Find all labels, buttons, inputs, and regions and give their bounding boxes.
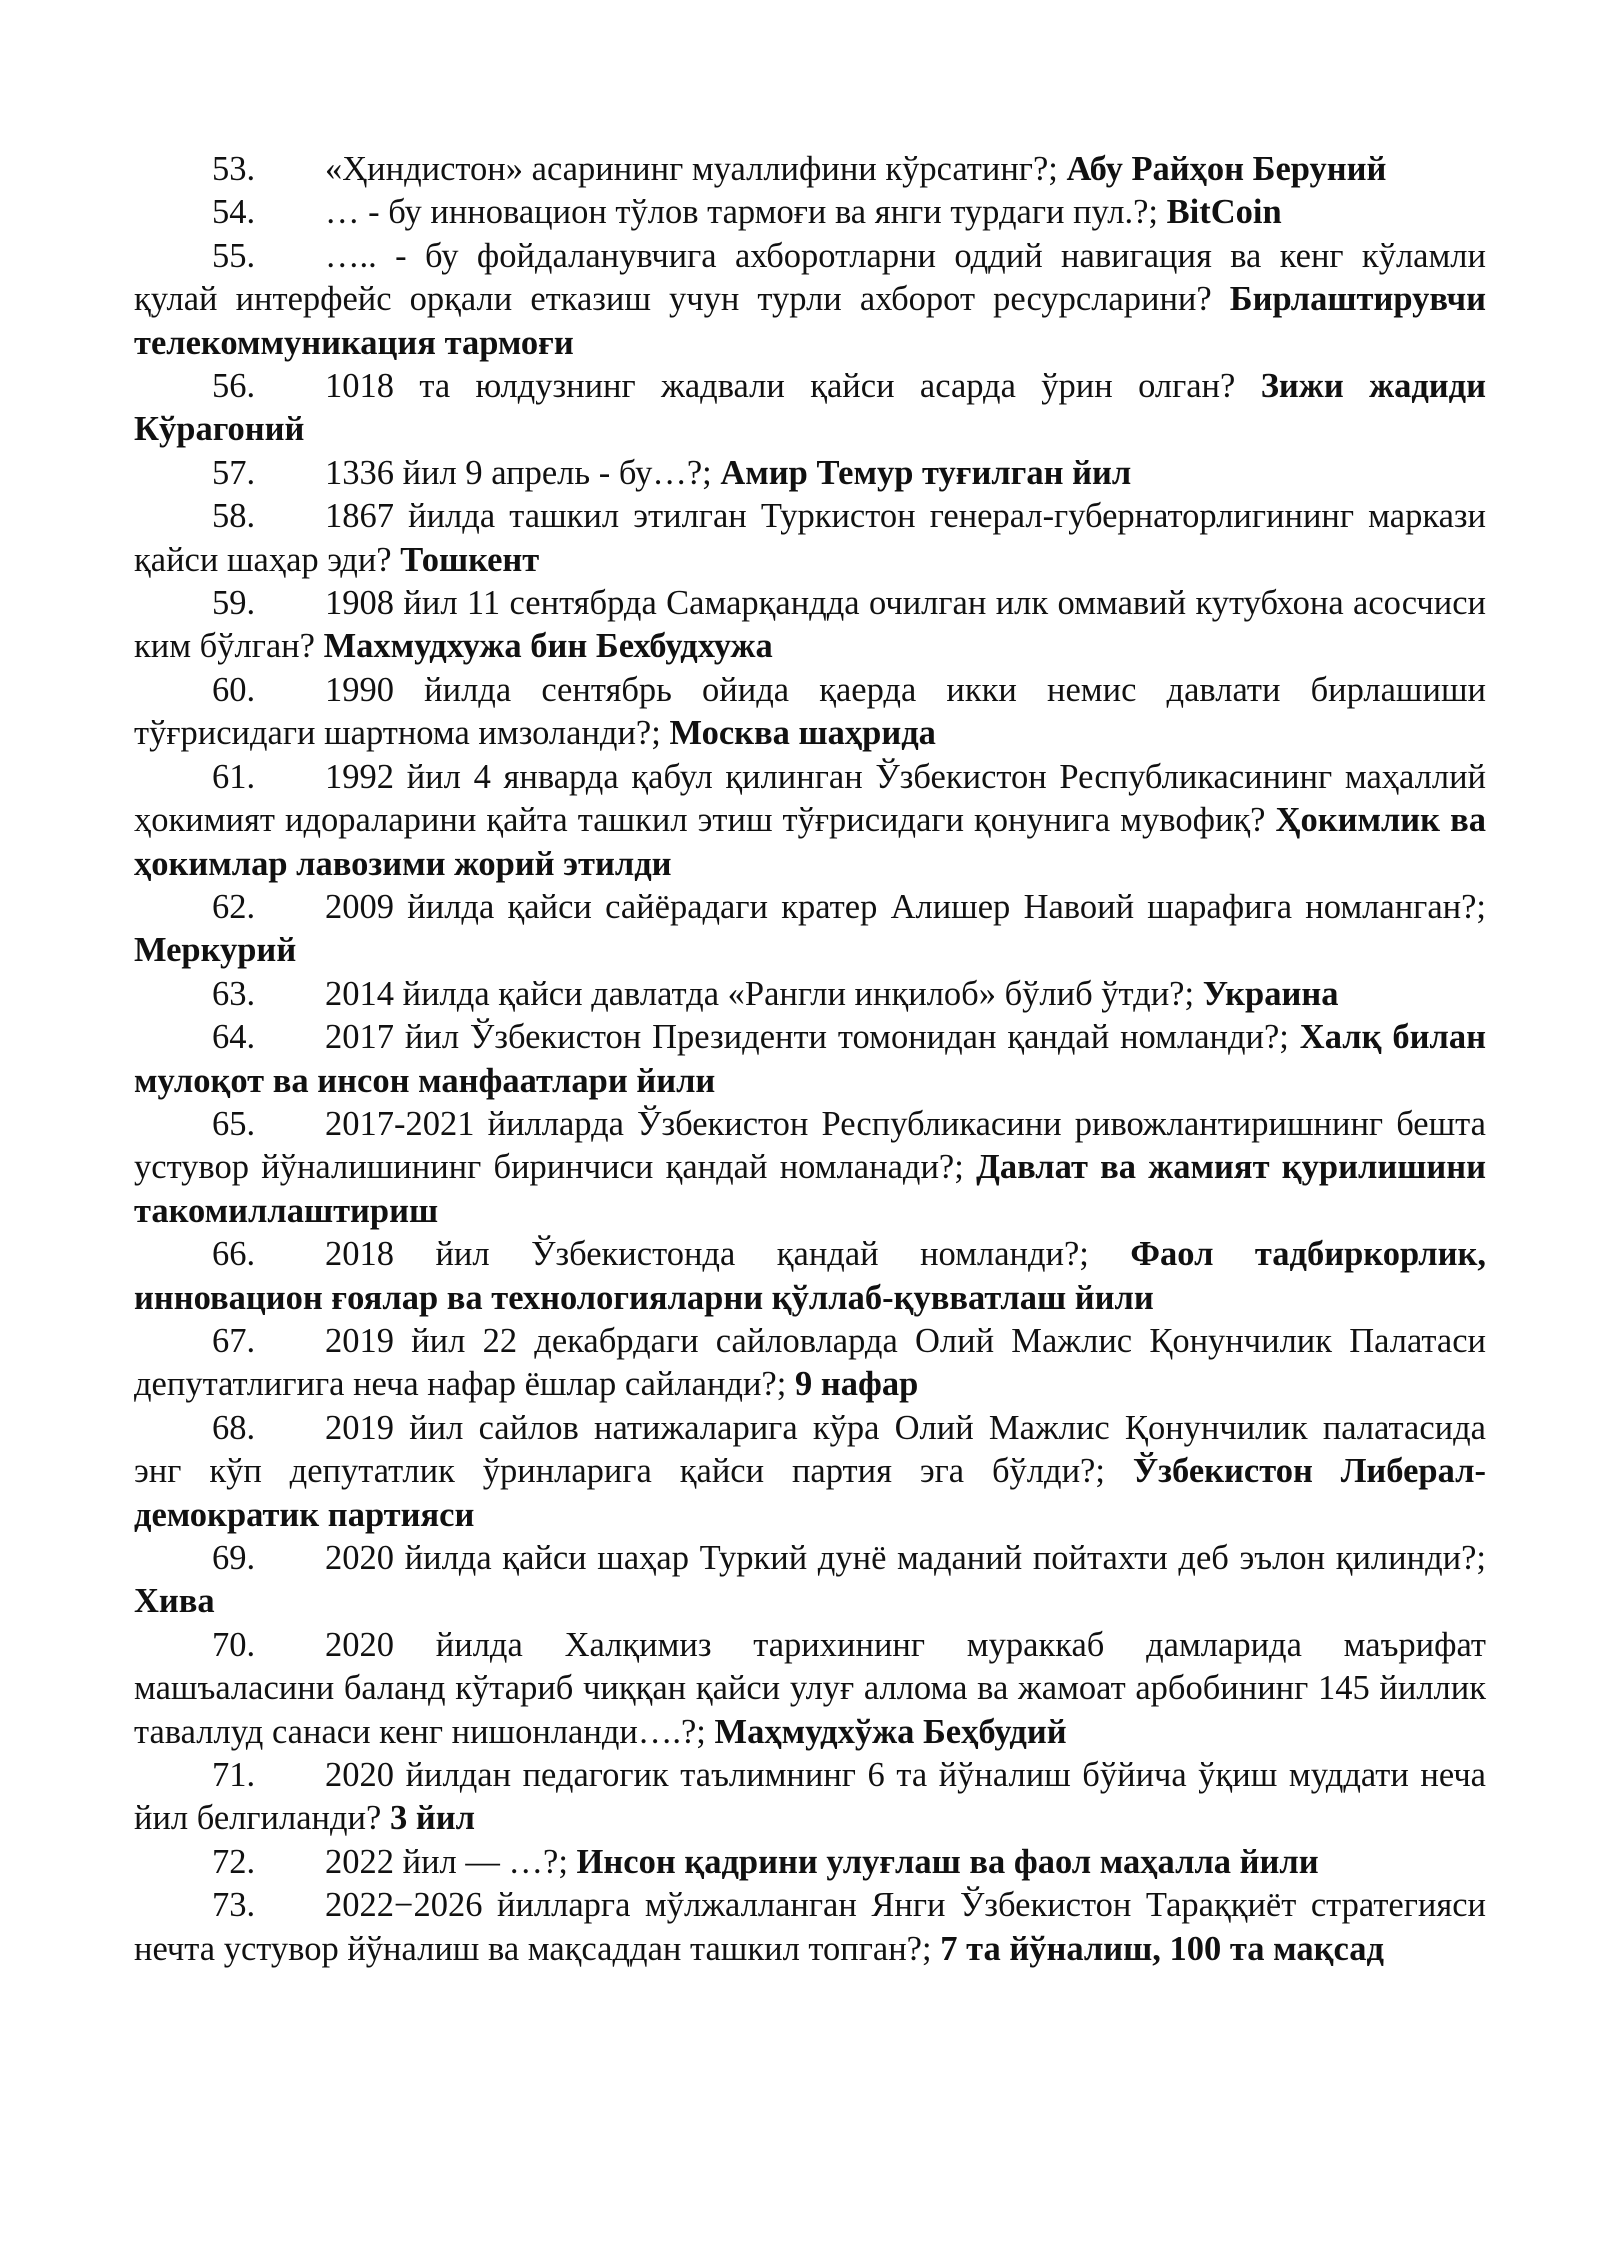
answer-text: Бирлаштирувчи телекоммуникация тармоғи [134,280,1486,362]
question-item-69 [134,1537,1486,1624]
question-text: 1867 йилда ташкил этилган Туркистон генерал-губернаторлигининг маркази қайси шаҳар эди? [134,497,1486,579]
question-item-72 [134,1841,1486,1884]
question-item-59 [134,582,1486,669]
question-item-68 [134,1407,1486,1537]
answer-text: Меркурий [134,931,297,970]
question-item-71 [134,1754,1486,1841]
answer-text: 9 нафар [794,1365,919,1404]
answer-text: Москва шаҳрида [669,714,936,753]
question-item-61 [134,756,1486,886]
answer-text: Зижи жадиди Кўрагоний [134,367,1486,449]
question-number: 57. [212,453,256,492]
question-number: 54. [212,193,256,232]
question-item-60 [134,669,1486,756]
answer-text: Маҳмудхўжа Беҳбудий [714,1712,1067,1751]
question-text: 2022 йил — …?; [325,1842,568,1881]
question-number: 56. [212,367,256,406]
question-item-67 [134,1320,1486,1407]
question-number: 72. [212,1842,256,1881]
question-number: 66. [212,1235,256,1274]
question-number: 60. [212,670,256,709]
question-number: 69. [212,1539,256,1577]
question-number: 70. [212,1625,256,1664]
question-number: 53. [212,150,256,188]
answer-text: 3 йил [389,1799,475,1838]
answer-text: Давлат ва жамият қурилишини такомиллаштириш [134,1148,1486,1230]
answer-text: Инсон қадрини улуғлаш ва фаол маҳалла йили [576,1842,1319,1881]
question-text: 2022−2026 йилларга мўлжалланган Янги Ўзбекистон Тараққиёт стратегияси нечта устувор йўналиш ва мақсаддан ташкил топган?; [134,1886,1486,1968]
question-text: 2017-2021 йилларда Ўзбекистон Республикасини ривожлантиришнинг бешта устувор йўналишининг биринчиси қандай номланади?; [134,1104,1486,1187]
answer-text: Ҳокимлик ва ҳокимлар лавозими жорий этилди [134,801,1486,883]
document-page [134,148,1486,1971]
question-text: 1908 йил 11 сентябрда Самарқандда очилган илк оммавий кутубхона асосчиси ким бўлган? [134,584,1486,666]
question-text: 2018 йил Ўзбекистонда қандай номланди?; [325,1235,1089,1274]
question-text: ….. - бу фойдаланувчига ахборотларни оддий навигация ва кенг кўламли қулай интерфейс орқали етказиш учун турли ахборот ресурсларини? [134,236,1486,319]
question-text: 1018 та юлдузнинг жадвали қайси асарда ўрин олган? [325,367,1236,406]
question-number: 67. [212,1321,256,1360]
question-item-63 [134,973,1486,1016]
answer-text: Фаол тадбиркорлик, инновацион ғоялар ва технологияларни қўллаб-қувватлаш йили [134,1235,1487,1317]
question-text: 2020 йилдан педагогик таълимнинг 6 та йўналиш бўйича ўқиш муддати неча йил белгиланди? [134,1756,1486,1838]
question-text: 2014 йилда қайси давлатда «Рангли инқилоб» бўлиб ўтди?; [325,974,1195,1013]
question-text: 2009 йилда қайси сайёрадаги кратер Алишер Навоий шарафига номланган?; [325,887,1486,926]
question-number: 55. [212,236,256,275]
question-number: 59. [212,584,256,623]
question-text: 2017 йил Ўзбекистон Президенти томонидан қандай номланди?; [325,1018,1289,1057]
question-text: 2019 йил 22 декабрдаги сайловларда Олий Мажлис Қонунчилик Палатаси депутатлигига неча нафар ёшлар сайланди?; [134,1321,1486,1404]
answer-text: Ўзбекистон Либерал-демократик партияси [134,1452,1486,1534]
question-text: 2020 йилда қайси шаҳар Туркий дунё маданий пойтахти деб эълон қилинди?; [325,1539,1486,1577]
question-text: 2020 йилда Халқимиз тарихининг мураккаб дамларида маърифат машъаласини баланд кўтариб чиққан қайси улуғ аллома ва жамоат арбобининг 145 йиллик таваллуд санаси кенг нишонланди….?; [134,1625,1486,1751]
question-number: 73. [212,1886,256,1925]
question-item-62 [134,886,1486,973]
question-number: 65. [212,1104,256,1143]
question-number: 61. [212,757,256,796]
question-item-65 [134,1103,1486,1233]
answer-text: Махмудхужа бин Бехбудхужа [323,627,773,666]
question-number: 68. [212,1408,256,1447]
question-item-64 [134,1016,1486,1103]
question-number: 71. [212,1756,256,1795]
question-text: 2019 йил сайлов натижаларига кўра Олий Мажлис Қонунчилик палатасида энг кўп депутатлик ўринларига қайси партия эга бўлди?; [134,1408,1486,1491]
answer-text: Тошкент [400,540,540,579]
answer-text: Халқ билан мулоқот ва инсон манфаатлари йили [134,1018,1486,1100]
question-text: … - бу инновацион тўлов тармоғи ва янги турдаги пул.?; [325,193,1159,232]
answer-text: Амир Темур туғилган йил [720,453,1132,492]
question-number: 64. [212,1018,256,1057]
answer-text: 7 та йўналиш, 100 та мақсад [940,1929,1384,1968]
question-item-57 [134,452,1486,495]
question-item-53 [134,148,1486,191]
question-item-66 [134,1233,1486,1320]
question-number: 62. [212,887,256,926]
question-number: 63. [212,974,256,1013]
answer-text: Абу Райҳон Беруний [1066,150,1387,188]
question-text: 1990 йилда сентябрь ойида қаерда икки немис давлати бирлашиши тўғрисидаги шартнома имзоланди?; [134,670,1486,753]
answer-text: Украина [1202,974,1339,1013]
question-item-56 [134,365,1486,452]
question-item-55 [134,235,1486,365]
question-text: 1992 йил 4 январда қабул қилинган Ўзбекистон Республикасининг маҳаллий ҳокимият идораларини қайта ташкил этиш тўғрисидаги қонунига мувофиқ? [134,757,1486,840]
question-text: 1336 йил 9 апрель - бу…?; [325,453,712,492]
question-item-58 [134,495,1486,582]
question-number: 58. [212,497,256,536]
question-item-70 [134,1624,1486,1754]
question-item-54 [134,191,1486,234]
question-text: «Ҳиндистон» асарининг муаллифини кўрсатинг?; [325,150,1058,188]
question-item-73 [134,1884,1486,1971]
answer-text: BitCoin [1166,193,1282,232]
answer-text: Хива [134,1582,215,1621]
